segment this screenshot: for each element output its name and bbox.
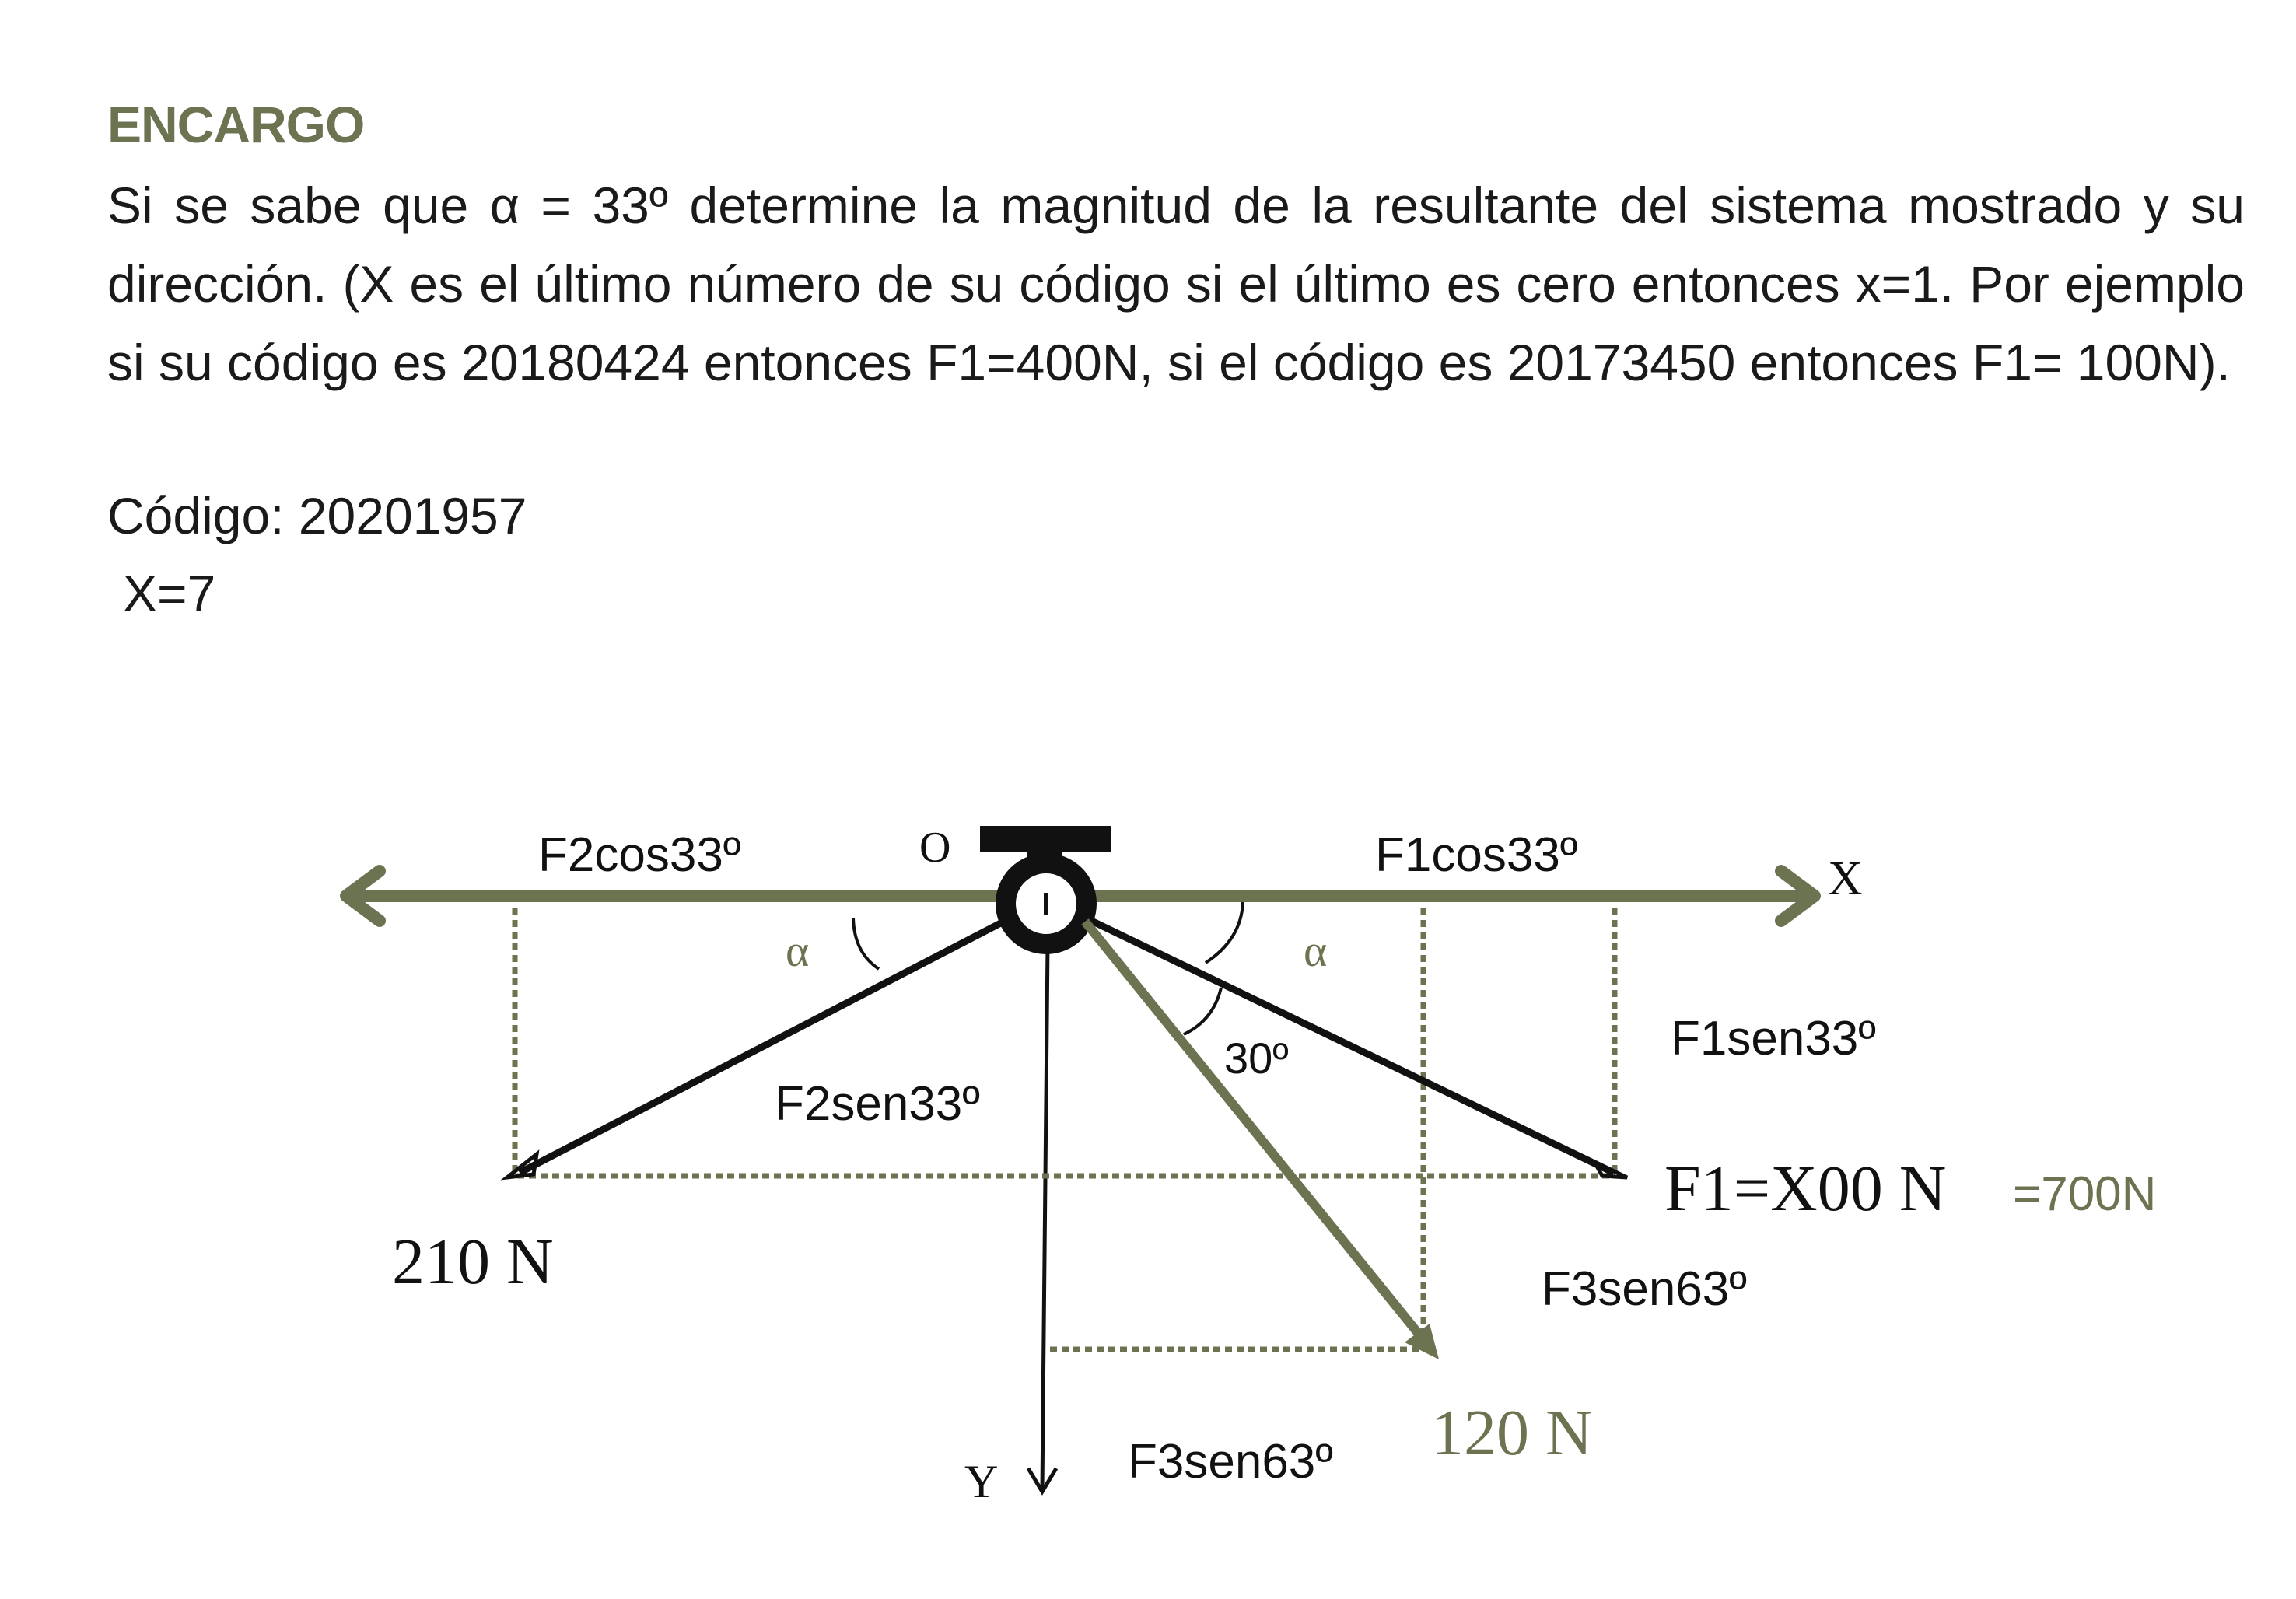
alpha-left-arc (853, 918, 879, 969)
f1-label: F1=X00 N (1664, 1153, 1947, 1225)
f1-value-label: =700N (2013, 1167, 2157, 1221)
origin-label: O (919, 824, 951, 872)
f2cos-label: F2cos33º (538, 828, 741, 882)
y-axis-label: Y (964, 1456, 999, 1507)
force-120-label: 120 N (1431, 1397, 1593, 1469)
code-line: Código: 20201957 (107, 487, 527, 544)
f3sen-right-label: F3sen63º (1542, 1262, 1747, 1316)
force-120-vector (1085, 922, 1428, 1345)
f2sen-label: F2sen33º (775, 1077, 980, 1131)
support-plate (980, 826, 1111, 852)
force-210-vector (520, 918, 1011, 1173)
force-210-label: 210 N (392, 1226, 554, 1298)
alpha-right-label: α (1304, 925, 1328, 976)
f3sen-bottom-label: F3sen63º (1128, 1435, 1333, 1489)
projection-lines (515, 908, 1615, 1349)
f1cos-label: F1cos33º (1375, 828, 1578, 882)
y-axis-line (1042, 945, 1048, 1489)
force-f1-arrowhead (1594, 1162, 1627, 1177)
x-value-line: X=7 (123, 565, 216, 622)
alpha-left-label: α (786, 925, 810, 976)
angle-30-label: 30º (1224, 1034, 1289, 1083)
f1sen-label: F1sen33º (1671, 1012, 1876, 1065)
angle-30-arc (1184, 988, 1221, 1034)
heading-encargo: ENCARGO (107, 96, 365, 153)
x-axis-label: X (1828, 852, 1863, 905)
force-f1-vector (1085, 918, 1614, 1173)
problem-statement: Si se sabe que α = 33º determine la magnitud de la resultante del sistema mostrado y su dirección. (X es el último número de su código si el último es cero entonces x=1. Por ejemplo si su código es 20180424 entonces F1=400N, si el código es 20173450 entonces F1= 100N). (107, 177, 2245, 391)
alpha-right-arc (1206, 902, 1243, 963)
